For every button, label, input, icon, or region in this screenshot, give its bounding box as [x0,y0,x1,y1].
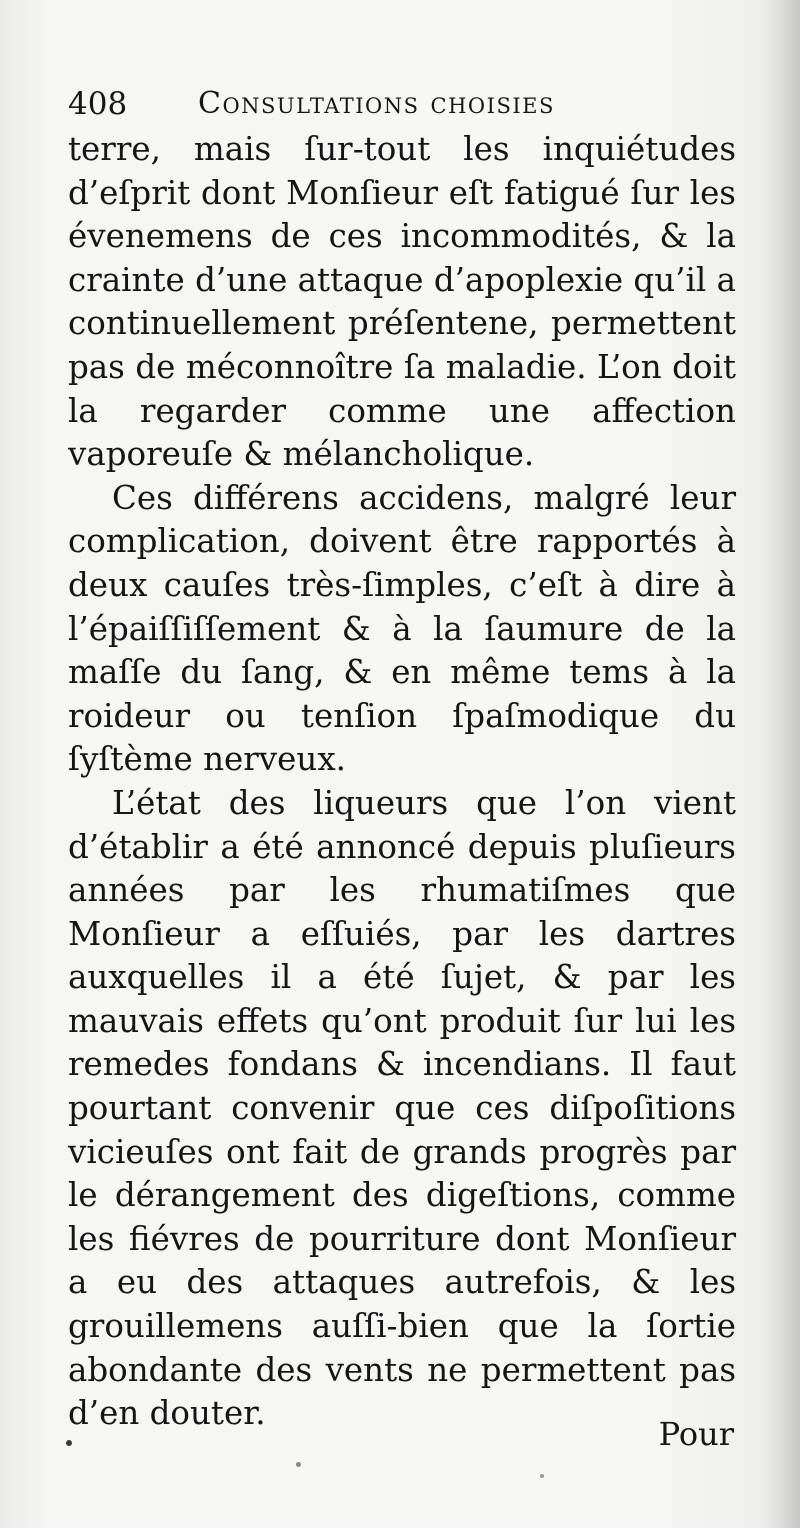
paragraph-3: L’état des liqueurs que l’on vient d’établir a été annoncé depuis pluſieurs années par les rhumatiſmes que Monſieur a eſſuiés, par les dartres auxquelles il a été ſujet, & par les mauvais effets qu’ont produit ſur lui les remedes fondans & incendians. Il faut pourtant convenir que ces diſpoſitions vicieuſes ont fait de grands progrès par le dérangement des digeſtions, comme les fiévres de pourriture dont Monſieur a eu des attaques autrefois, & les grouillemens auſſi-bien que la ſortie abondante des vents ne permettent pas d’en douter. [68,783,736,1433]
page-edge-shadow [766,0,800,1528]
page-number: 408 [68,86,128,122]
ink-speck [540,1474,544,1478]
ink-speck [66,1440,72,1446]
paragraph-2: Ces différens accidens, malgré leur complication, doivent être rapportés à deux cauſes très-ſimples, c’eſt à dire à l’épaiſſiſſement & à la ſaumure de la maſſe du ſang, & en même tems à la roideur ou tenſion ſpaſmodique du ſyſtème nerveux. [68,478,736,779]
body-text [68,128,736,1436]
running-title: Consultations choisies [198,86,555,121]
paragraph-1: terre, mais ſur-tout les inquiétudes d’eſprit dont Monſieur eſt fatigué ſur les évenemens de ces incommodités, & la crainte d’une attaque d’apoplexie qu’il a continuellement préſentene, permettent pas de méconnoître ſa maladie. L’on doit la regarder comme une affection vaporeuſe & mélancholique. [68,130,736,474]
catchword: Pour [658,1415,734,1453]
ink-speck [296,1462,301,1467]
page-header [68,82,748,130]
